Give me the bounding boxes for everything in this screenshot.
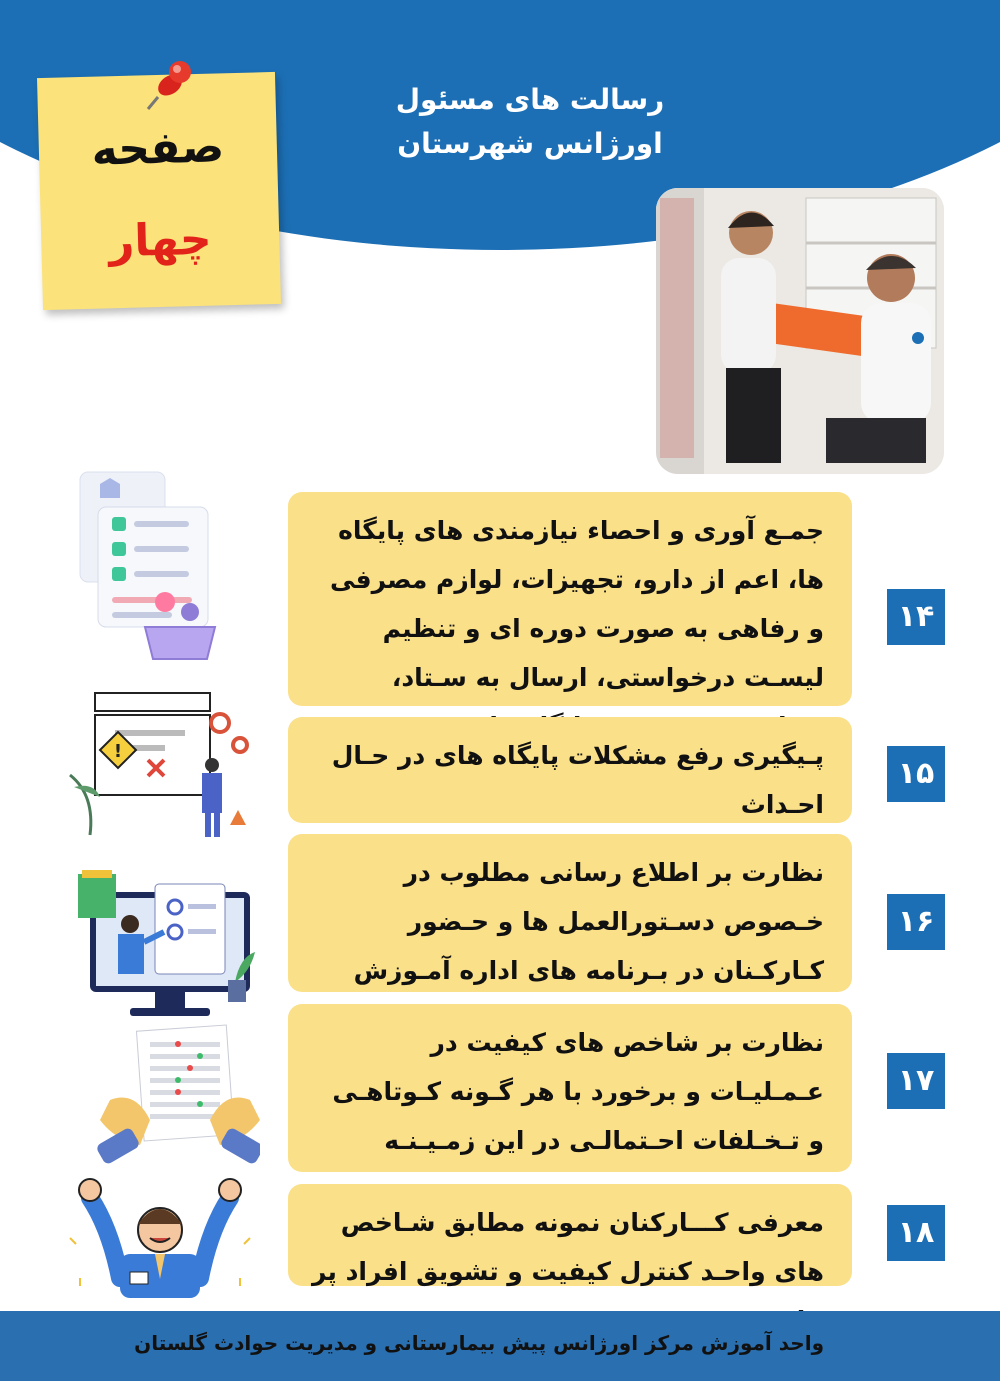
warning-sign-worker-icon: [60, 675, 260, 840]
ambulance-photo: [656, 188, 944, 474]
item-number-badge: ۱۴: [887, 589, 945, 645]
list-item: [288, 492, 852, 706]
item-number-badge: ۱۷: [887, 1053, 945, 1109]
cheering-employee-icon: [60, 1168, 260, 1298]
page-title: [370, 78, 690, 166]
footer-text: واحد آموزش مرکز اورژانس پیش بیمارستانی و مدیریت حوادث گلستان: [134, 1331, 824, 1355]
monitor-clipboard-icon: [60, 862, 260, 1022]
page-title-line2: اورژانس شهرستان: [397, 127, 663, 160]
svg-text:!: !: [113, 741, 123, 762]
item-number-badge: ۱۵: [887, 746, 945, 802]
list-item: [288, 717, 852, 823]
item-text: جمـع آوری و احصاء نیازمندی های پایگاه ها، اعم از دارو، تجهیزات، لوازم مصرفی و رفاهی به صورت دوره ای و تنظیم لیسـت درخواستی، ارسال به سـتاد،: [329, 516, 824, 692]
list-item: [288, 1004, 852, 1172]
sticky-note-page-word: چهار: [108, 213, 213, 268]
item-text: نظارت بر شاخص های کیفیت در عـمـلیـات و برخورد با هر گـونه کـوتاهـی و تـخـلفات احـتمالـی در این زمـیـنـه: [332, 1028, 824, 1155]
item-number-badge: ۱۶: [887, 894, 945, 950]
pushpin-icon: [140, 55, 200, 115]
list-item: [288, 1184, 852, 1286]
page-title-line1: رسالت های مسئول: [395, 83, 665, 116]
list-item: [288, 834, 852, 992]
checklist-basket-icon: [60, 462, 260, 662]
item-text: معرفی کـــارکنان نمونه مطابق شـاخص های واحـد کنترل کیفیت و تشویق افراد پر: [311, 1208, 824, 1286]
item-text: نظارت بر اطلاع رسانی مطلوب در خـصوص دسـتورالعمل ها و حـضور کـارکـنان در بـرنامه های اداره آمـوزش: [353, 858, 824, 985]
item-number-badge: ۱۸: [887, 1205, 945, 1261]
hands-report-icon: [60, 1020, 260, 1170]
footer-bar: [0, 1311, 1000, 1381]
item-text: پـیگیری رفع مشکلات پایگاه های در حـال احـداث: [331, 741, 824, 819]
sticky-note-label: صفحه: [90, 121, 225, 176]
